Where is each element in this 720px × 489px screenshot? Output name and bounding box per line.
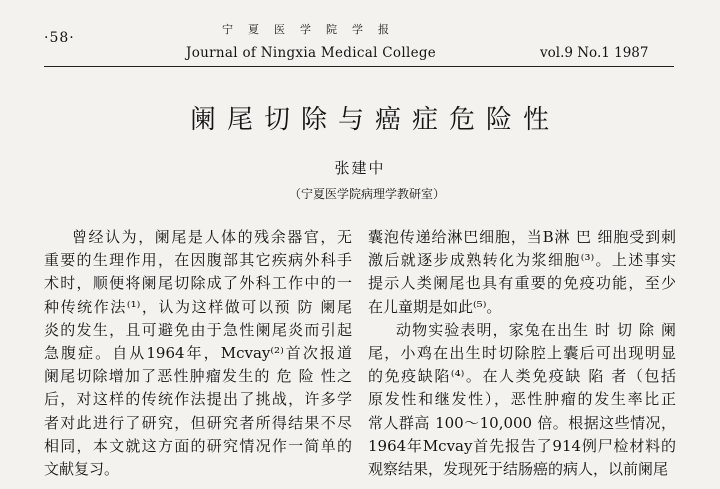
body-line: 文献复习。: [44, 459, 120, 478]
body-line: 1964年Mcvay首先报告了914例尸检材料的: [368, 436, 676, 455]
body-line: 相同，本文就这方面的研究情况作一简单的: [44, 436, 352, 455]
body-line: 原发性和继发性），恶性肿瘤的发生率比正: [368, 390, 676, 409]
body-line: 后，对这样的传统作法提出了挑战，许多学: [44, 390, 352, 409]
body-line: 观察结果，发现死于结肠癌的病人，以前阑尾: [368, 459, 669, 478]
right-column: [368, 226, 676, 481]
journal-name-chinese: 宁夏医学院学报: [222, 23, 404, 36]
body-line: 种传统作法⁽¹⁾，认为这样做可以预 防 阑尾: [44, 297, 352, 316]
body-line: 激后就逐步成熟转化为浆细胞⁽³⁾。上述事实: [368, 251, 676, 270]
body-line: 重要的生理作用，在因腹部其它疾病外科手: [44, 251, 352, 270]
body-line: 急腹症。自从1964年，Mcvay⁽²⁾首次报道: [44, 343, 352, 362]
article-title: 阑尾切除与癌症危险性: [189, 105, 560, 135]
body-line: 囊泡传递给淋巴细胞，当B淋 巴 细胞受到刺: [368, 228, 676, 246]
body-line: 尾，小鸡在出生时切除腔上囊后可出现明显: [368, 343, 676, 362]
body-line: 阑尾切除增加了恶性肿瘤发生的 危 险 性之: [44, 367, 352, 386]
body-line: 炎的发生，且可避免由于急性阑尾炎而引起: [44, 320, 352, 339]
left-column: [44, 226, 352, 481]
volume-issue: vol.9 No.1 1987: [540, 45, 649, 61]
body-line: 曾经认为，阑尾是人体的残余器官，无: [72, 228, 352, 246]
body-line: 者对此进行了研究，但研究者所得结果不尽: [44, 413, 352, 432]
page-number: ·58·: [44, 30, 75, 46]
body-line: 在儿童期是如此⁽⁵⁾。: [368, 297, 502, 316]
header-rule: [44, 66, 674, 67]
author-affiliation: （宁夏医学院病理学教研室）: [288, 187, 445, 201]
body-line: 动物实验表明，家兔在出生 时 切 除 阑: [396, 320, 676, 339]
article-author: 张建中: [334, 159, 386, 177]
journal-name-english: Journal of Ningxia Medical College: [186, 45, 437, 61]
body-line: 术时，顺便将阑尾切除成了外科工作中的一: [44, 274, 352, 293]
body-line: 的免疫缺陷⁽⁴⁾。在人类免疫缺 陷 者（包括: [368, 367, 676, 386]
body-line: 常人群高 100～10,000 倍。根据这些情况，: [368, 413, 676, 432]
body-line: 提示人类阑尾也具有重要的免疫功能，至少: [368, 274, 676, 293]
